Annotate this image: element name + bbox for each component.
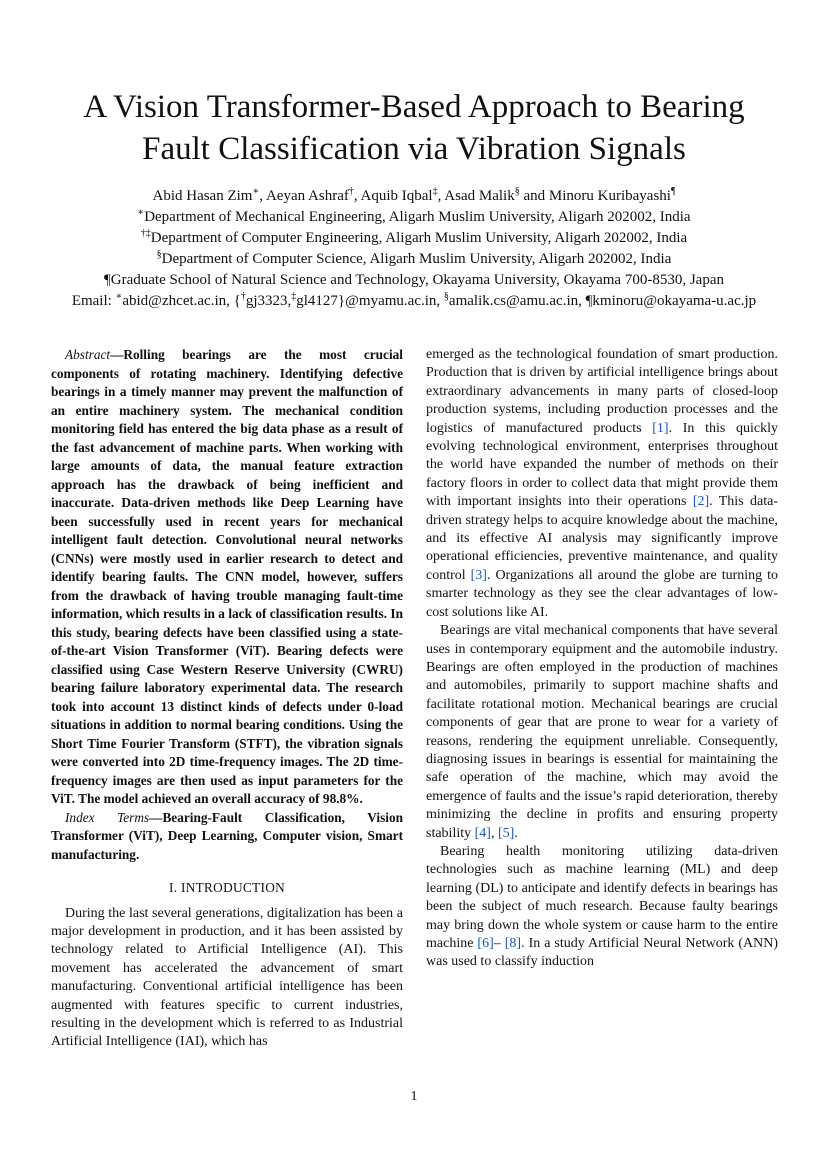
citation-link[interactable]: [5] (497, 825, 515, 841)
author-name: Asad Malik (444, 188, 515, 204)
affiliation: ∗Department of Mechanical Engineering, Aligarh Muslim University, Aligarh 202002, India (137, 207, 691, 225)
email-address: kminoru@okayama-u.ac.jp (592, 293, 757, 309)
affiliation: §Department of Computer Science, Aligarh Muslim University, Aligarh 202002, India (156, 249, 672, 267)
title-line-2: Fault Classification via Vibration Signals (142, 131, 686, 167)
author-name: Abid Hasan Zim (152, 188, 253, 204)
affiliation: ¶Graduate School of Natural Science and Technology, Okayama University, Okayama 700-8530, Japan (103, 272, 724, 288)
author-name: Minoru Kuribayashi (548, 188, 671, 204)
index-terms-text: —Bearing-Fault Classification, Vision Transformer (ViT), Deep Learning, Computer vision, Smart manufacturing. (51, 809, 403, 862)
author-names: Abid Hasan Zim∗, Aeyan Ashraf†, Aquib Iqbal‡, Asad Malik§ and Minoru Kuribayashi¶ (152, 186, 676, 204)
body-paragraph: emerged as the technological foundation of smart production. Production that is driven by artificial intelligence brings about extraordinary advancements in many parts of closed-loop production systems, including production processes and the logistics of manufactured products [1]. In this quickly evolving technological environment, enterprises throughout the world have expanded the number of methods on their factory floors in order to collect data that might provide them with important insights into their operations [2]. This data-driven strategy helps to acquire knowledge about the machine, and its effective AI analysis may significantly improve operational efficiencies, preventive maintenance, and quality control [3]. Organizations all around the globe are turning to smarter technology as they see the clear advantages of low-cost solutions like AI. (426, 347, 779, 620)
page-number: 1 (410, 1089, 418, 1104)
citation-link[interactable]: [6] (477, 936, 494, 951)
section-heading: I. INTRODUCTION (168, 880, 286, 895)
email-line: Email: ∗abid@zhcet.ac.in, {†gj3323,‡gl4127}@myamu.ac.in, §amalik.cs@amu.ac.in, ¶kminoru@okayama-u.ac.jp (71, 291, 757, 309)
body-paragraph: Bearings are vital mechanical components that have several uses in contemporary equipment and the automobile industry. Bearings are often employed in the production of machines and automobiles, primarily to support machine shafts and facilitate rotational motion. Mechanical bearings are crucial components of gear that are prone to wear for a variety of reasons, rendering the equipment unreliable. Consequently, diagnosing issues in bearings is essential for maintaining the safe operation of the machine, which may avoid the emergence of faults and the issue’s rapid deterioration, thereby minimizing the decline in profits and ensuring property stability [4], [5]. (426, 623, 778, 841)
abstract-text: —Rolling bearings are the most crucial components of rotating machinery. Identifying defective bearings in a timely manner may prevent the malfunction of an entire machinery system. The mechanical condition monitoring field has entered the big data phase as a result of the fast advancement of machine parts. When working with large amounts of data, the manual feature extraction approach has the drawback of being inefficient and inaccurate. Data-driven methods like Deep Learning have been successfully used in recent years for mechanical intelligent fault detection. Convolutional neural networks (CNNs) were mostly used in earlier research to detect and identify bearing faults. The CNN model, however, suffers from the drawback of having trouble managing fault-time information, which results in a lack of classification results. In this study, bearing defects have been classified using a state-of-the-art Vision Transformer (ViT). Bearing defects were classified using Case Western Reserve University (CWRU) bearing failure laboratory experimental data. The research took into account 13 distinct kinds of defects under 0-load situations in addition to normal bearing conditions. Using the Short Time Fourier Transform (STFT), the vibration signals were converted into 2D time-frequency images. The 2D time-frequency images are then used as input parameters for the ViT. The model achieved an overall accuracy of 98.8%. (51, 347, 403, 806)
citation-link[interactable]: [4] (474, 825, 491, 841)
abstract-label: Abstract (65, 347, 111, 362)
title-line-1: A Vision Transformer-Based Approach to Bearing (83, 89, 745, 125)
paper-title (40, 86, 788, 170)
affiliation: †‡Department of Computer Engineering, Aligarh Muslim University, Aligarh 202002, India (140, 228, 688, 246)
author-name: Aquib Iqbal (360, 188, 433, 204)
email-address: amalik.cs@amu.ac.in, (448, 293, 582, 309)
left-column (51, 346, 403, 1052)
citation-link[interactable]: [3] (470, 567, 487, 583)
index-terms-label: Index Terms (65, 809, 150, 825)
citation-link[interactable]: [2] (692, 494, 710, 510)
body-paragraph: Bearing health monitoring utilizing data-driven technologies such as machine learning (ML) and deep learning (DL) to anticipate and identify defects in bearings has been the subject of much research. Because faulty bearings may bring down the whole system or cause harm to the entire machine [6]– [8]. In a study Artificial Neural Network (ANN) was used to classify induction (426, 843, 779, 970)
email-address: abid@zhcet.ac.in, (122, 293, 230, 309)
body-paragraph: During the last several generations, digitalization has been a major development in production, and it has been assisted by technology related to Artificial Intelligence (AI). This movement has accelerated the advancement of smart manufacturing. Conventional artificial intelligence has been augmented with features specific to current industries, resulting in the development which is referred to as Industrial Artificial Intelligence (IAI), which has (51, 905, 403, 1050)
citation-link[interactable]: [1] (652, 420, 669, 436)
abstract (51, 346, 403, 809)
author-block (20, 186, 808, 312)
citation-link[interactable]: [8] (504, 936, 522, 951)
author-name: Aeyan Ashraf (265, 188, 349, 204)
index-terms (51, 809, 403, 865)
right-column (426, 346, 778, 972)
